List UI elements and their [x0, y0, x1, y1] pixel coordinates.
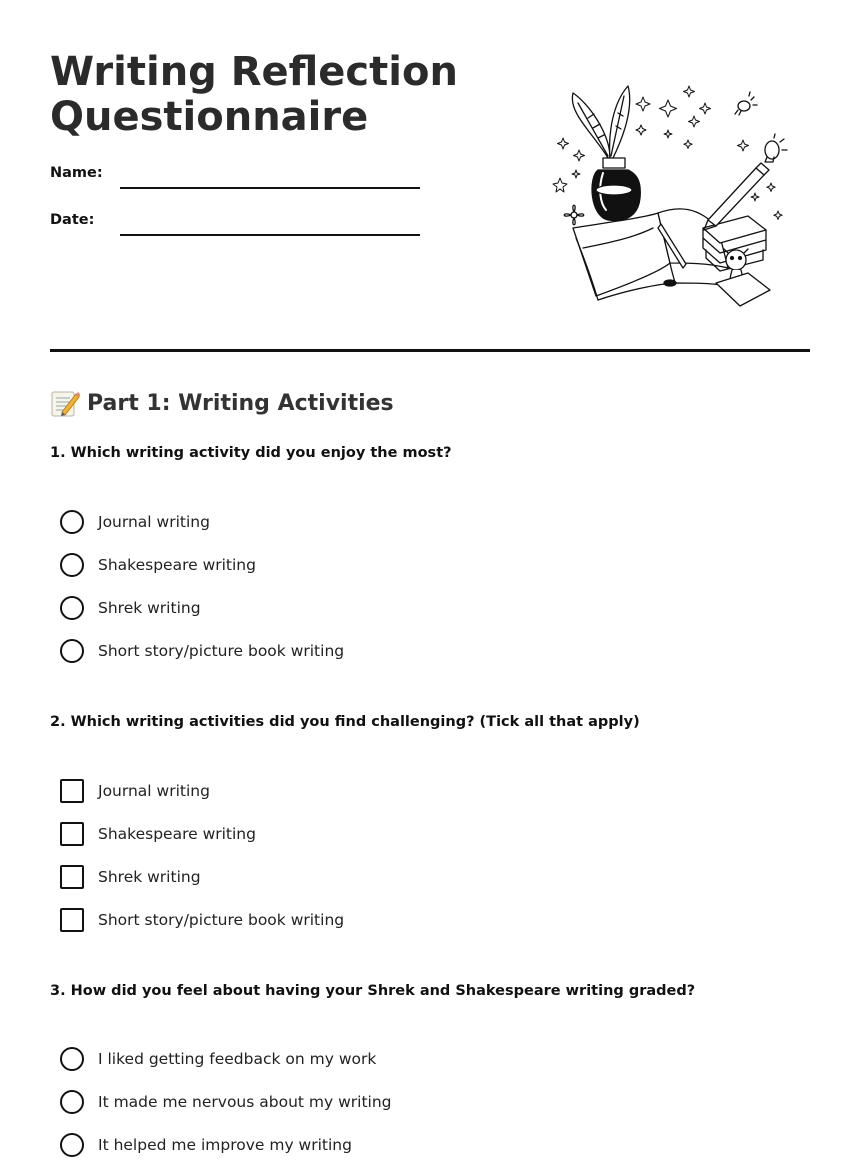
name-label: Name:	[50, 165, 103, 181]
question-3: 3. How did you feel about having your Shrek and Shakespeare writing graded?	[50, 983, 696, 999]
option-label: Shakespeare writing	[98, 556, 256, 574]
q3-option-3[interactable]	[60, 1132, 352, 1158]
q2-option-2[interactable]	[60, 821, 256, 847]
radio-button[interactable]	[60, 1133, 84, 1157]
checkbox[interactable]	[60, 822, 84, 846]
question-2: 2. Which writing activities did you find challenging? (Tick all that apply)	[50, 714, 640, 730]
radio-button[interactable]	[60, 596, 84, 620]
q1-option-3[interactable]	[60, 595, 201, 621]
radio-button[interactable]	[60, 639, 84, 663]
option-label: Short story/picture book writing	[98, 911, 345, 929]
q2-option-3[interactable]	[60, 864, 201, 890]
option-label: It made me nervous about my writing	[98, 1093, 392, 1111]
page-title	[50, 50, 458, 140]
option-label: It helped me improve my writing	[98, 1136, 352, 1154]
checkbox[interactable]	[60, 865, 84, 889]
option-label: Short story/picture book writing	[98, 642, 345, 660]
date-label: Date:	[50, 212, 95, 228]
date-field[interactable]	[120, 234, 420, 236]
pencil-memo-icon	[50, 388, 80, 418]
title-line-2: Questionnaire	[50, 94, 369, 140]
option-label: Shakespeare writing	[98, 825, 256, 843]
q1-option-1[interactable]	[60, 509, 210, 535]
checkbox[interactable]	[60, 908, 84, 932]
radio-button[interactable]	[60, 1047, 84, 1071]
radio-button[interactable]	[60, 1090, 84, 1114]
lightbulb-icon	[765, 134, 787, 162]
part-1-heading	[50, 388, 394, 418]
q3-option-1[interactable]	[60, 1046, 376, 1072]
lightbulb-icon	[735, 92, 757, 115]
inkwell-icon	[592, 158, 640, 220]
option-label: Journal writing	[98, 782, 210, 800]
part-1-title: Part 1: Writing Activities	[87, 390, 394, 416]
q1-option-4[interactable]	[60, 638, 344, 664]
radio-button[interactable]	[60, 510, 84, 534]
q1-option-2[interactable]	[60, 552, 256, 578]
q3-option-2[interactable]	[60, 1089, 392, 1115]
q2-option-4[interactable]	[60, 907, 344, 933]
section-divider	[50, 349, 810, 352]
title-line-1: Writing Reflection	[50, 49, 458, 95]
option-label: Shrek writing	[98, 599, 201, 617]
question-1: 1. Which writing activity did you enjoy the most?	[50, 445, 452, 461]
option-label: Journal writing	[98, 513, 210, 531]
q2-option-1[interactable]	[60, 778, 210, 804]
name-field[interactable]	[120, 187, 420, 189]
inkwell-quill-books-illustration	[548, 78, 793, 313]
radio-button[interactable]	[60, 553, 84, 577]
checkbox[interactable]	[60, 779, 84, 803]
option-label: Shrek writing	[98, 868, 201, 886]
option-label: I liked getting feedback on my work	[98, 1050, 377, 1068]
quill-icon	[572, 86, 629, 160]
flower-icon	[564, 205, 584, 225]
